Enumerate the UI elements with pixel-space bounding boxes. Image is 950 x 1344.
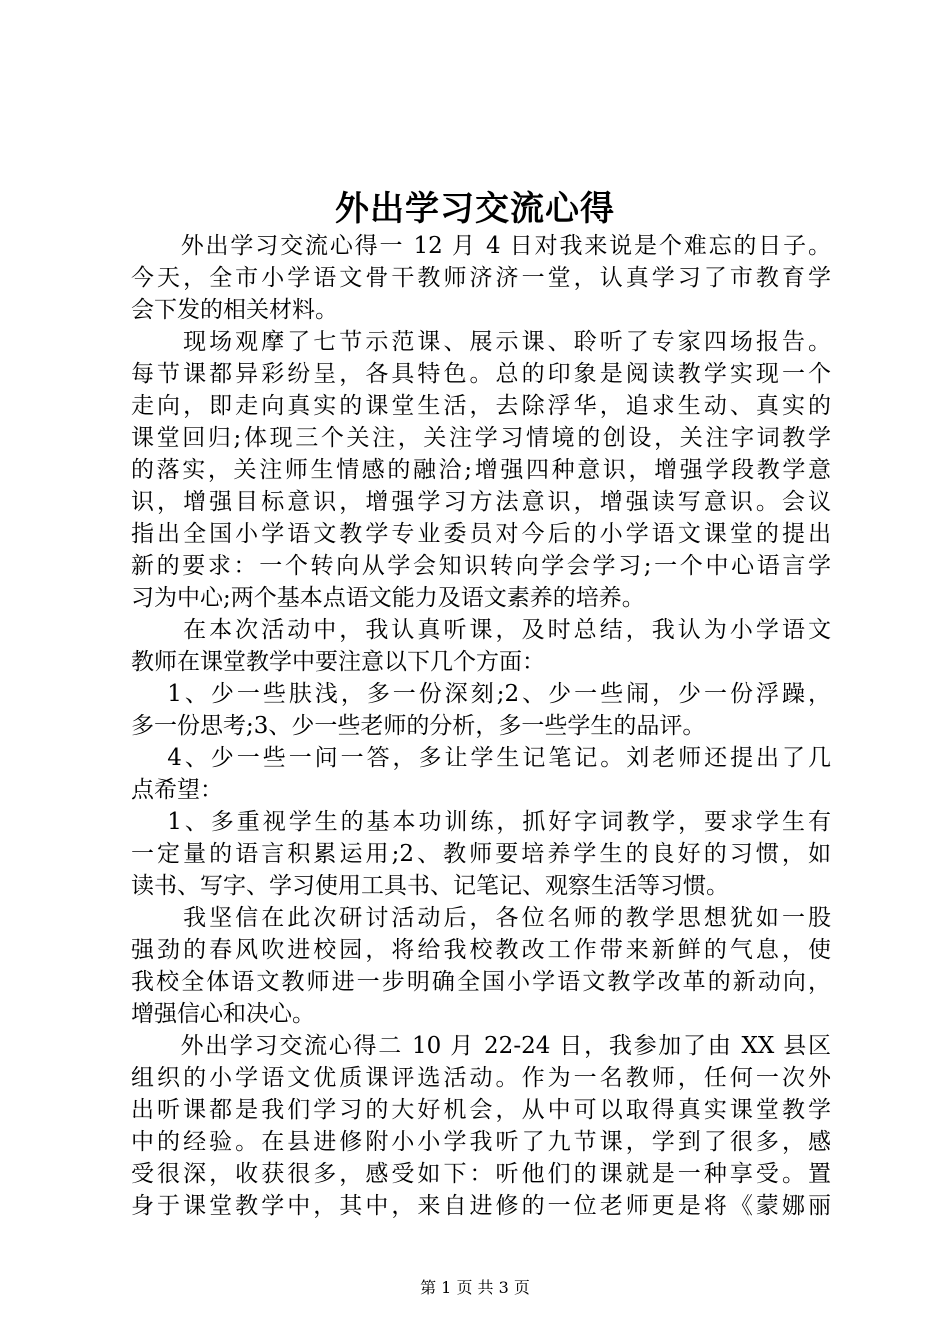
text-line: 习为中心;两个基本点语文能力及语文素养的培养。	[131, 585, 645, 611]
text-line: 教师在课堂教学中要注意以下几个方面：	[131, 649, 545, 675]
text-line: 点希望：	[131, 777, 223, 803]
text-line: 今天，全市小学语文骨干教师济济一堂，认真学习了市教育学	[131, 265, 831, 291]
text-line: 一定量的语言积累运用;2、教师要培养学生的良好的习惯，如	[131, 841, 831, 867]
text-line: 受很深，收获很多，感受如下：听他们的课就是一种享受。置	[131, 1161, 831, 1187]
text-line: 强劲的春风吹进校园，将给我校教改工作带来新鲜的气息，使	[131, 937, 831, 963]
text-line: 识，增强目标意识，增强学习方法意识，增强读写意识。会议	[131, 489, 831, 515]
text-line: 中的经验。在县进修附小小学我听了九节课，学到了很多，感	[131, 1129, 831, 1155]
text-line: 在本次活动中，我认真听课，及时总结，我认为小学语文	[131, 617, 831, 643]
text-line: 我坚信在此次研讨活动后，各位名师的教学思想犹如一股	[131, 905, 831, 931]
text-line: 增强信心和决心。	[131, 1001, 315, 1027]
document-body	[131, 230, 831, 1222]
text-line: 读书、写字、学习使用工具书、记笔记、观察生活等习惯。	[131, 873, 729, 899]
text-line: 走向，即走向真实的课堂生活，去除浮华，追求生动、真实的	[131, 393, 831, 419]
text-line: 每节课都异彩纷呈，各具特色。总的印象是阅读教学实现一个	[131, 361, 831, 387]
text-line: 1、少一些肤浅，多一份深刻;2、少一些闹，少一份浮躁，	[131, 681, 831, 707]
text-line: 1、多重视学生的基本功训练，抓好字词教学，要求学生有	[131, 809, 831, 835]
text-line: 我校全体语文教师进一步明确全国小学语文教学改革的新动向，	[131, 969, 831, 995]
text-line: 出听课都是我们学习的大好机会，从中可以取得真实课堂教学	[131, 1097, 831, 1123]
text-line: 现场观摩了七节示范课、展示课、聆听了专家四场报告。	[131, 329, 831, 355]
text-line: 指出全国小学语文教学专业委员对今后的小学语文课堂的提出	[131, 521, 831, 547]
page-footer: 第 1 页 共 3 页	[420, 1278, 530, 1297]
text-line: 课堂回归;体现三个关注，关注学习情境的创设，关注字词教学	[131, 425, 831, 451]
text-line: 组织的小学语文优质课评选活动。作为一名教师，任何一次外	[131, 1065, 831, 1091]
text-line: 会下发的相关材料。	[131, 297, 338, 323]
document-title: 外出学习交流心得	[335, 189, 615, 229]
text-line: 外出学习交流心得二 10 月 22-24 日，我参加了由 XX 县区	[131, 1033, 831, 1059]
text-line: 外出学习交流心得一 12 月 4 日对我来说是个难忘的日子。	[131, 233, 831, 259]
text-line: 新的要求：一个转向从学会知识转向学会学习;一个中心语言学	[131, 553, 831, 579]
text-line: 4、少一些一问一答，多让学生记笔记。刘老师还提出了几	[131, 745, 831, 771]
text-line: 身于课堂教学中，其中，来自进修的一位老师更是将《蒙娜丽	[131, 1193, 831, 1219]
text-line: 多一份思考;3、少一些老师的分析，多一些学生的品评。	[131, 713, 706, 739]
text-line: 的落实，关注师生情感的融洽;增强四种意识，增强学段教学意	[131, 457, 831, 483]
